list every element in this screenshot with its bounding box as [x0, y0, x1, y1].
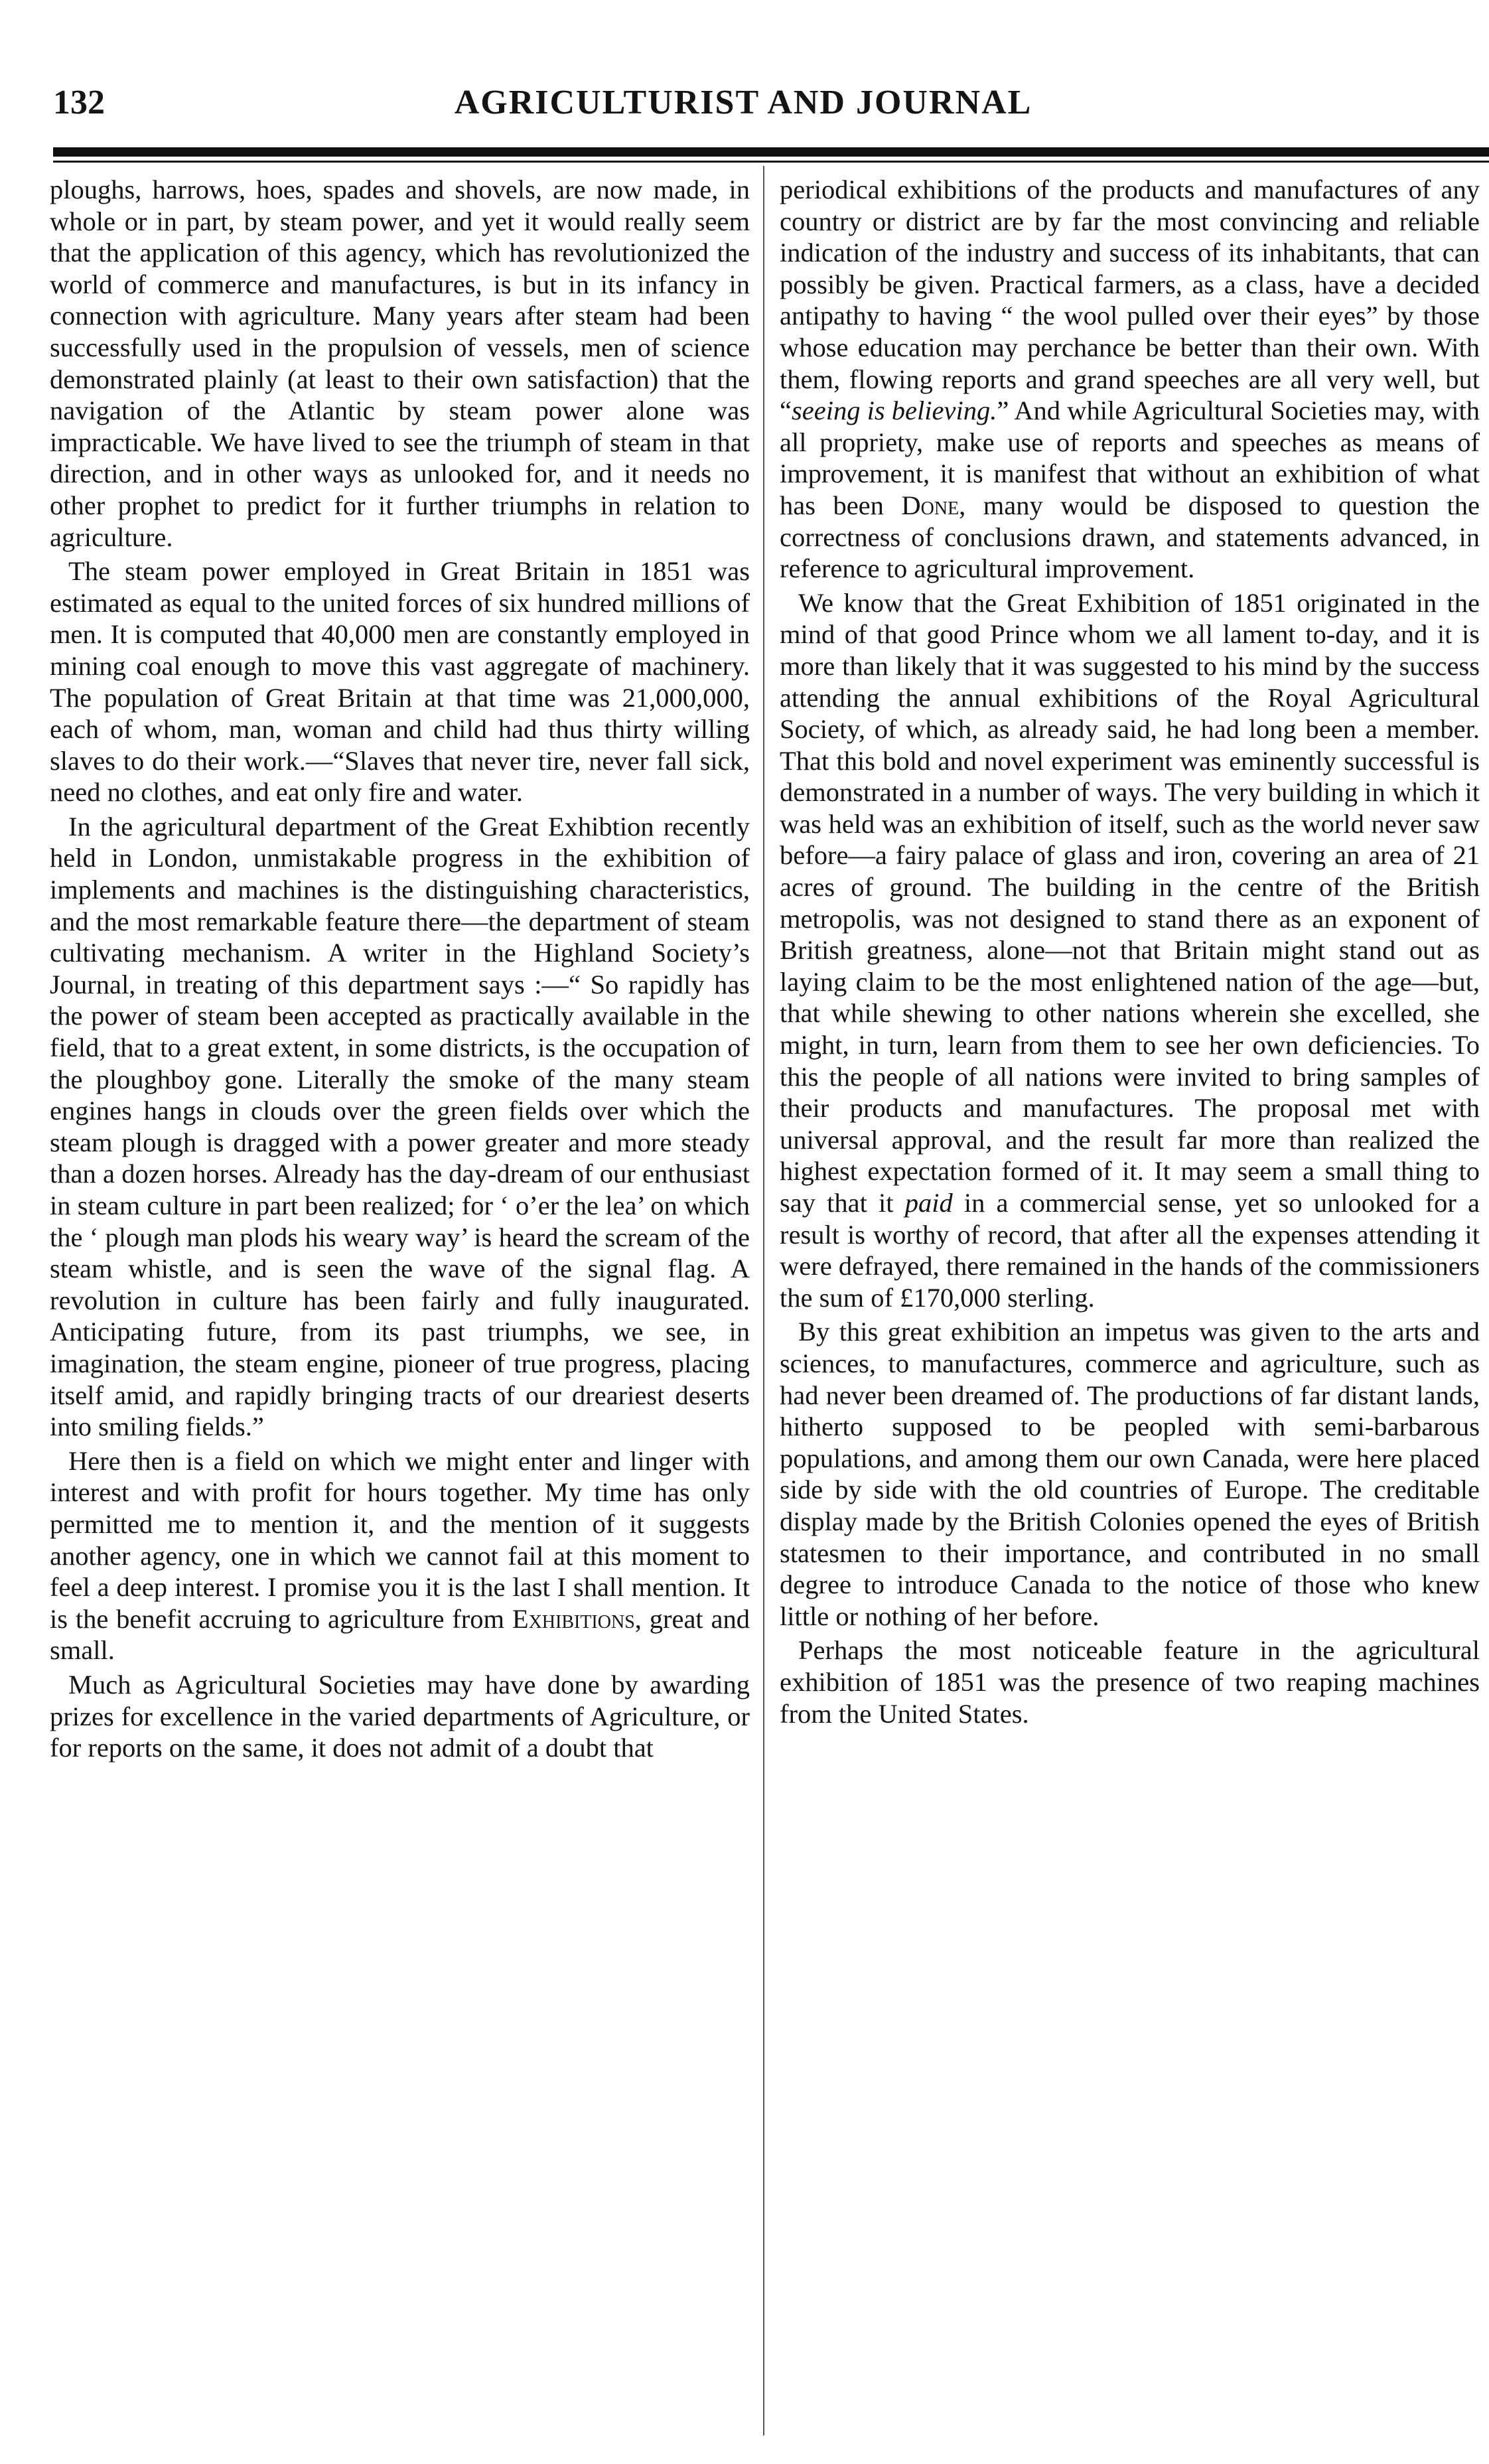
text-run: ” And while Agricultural Societies may, with all propriety, make use of reports and speeches as means of improvement, it is manifest that without an exhibition of what has been: [780, 396, 1480, 520]
text-run: , many would be disposed to question the correctness of conclusions drawn, and statements advanced, in reference to agricultural improvement.: [780, 490, 1480, 584]
paragraph: [780, 174, 1480, 585]
small-caps-text: Exhibitions: [512, 1603, 635, 1634]
right-column: [780, 174, 1480, 1732]
paragraph: Perhaps the most noticeable feature in the agricultural exhibition of 1851 was the presence of two reaping machines from the United States.: [780, 1635, 1480, 1729]
paragraph: In the agricultural department of the Great Exhibtion recently held in London, unmistakable progress in the exhibition of implements and machines is the distinguishing characteristics, and the most remarkable feature there—the department of steam cultivating mechanism. A writer in the Highland Society’s Journal, in treating of this department says :—“ So rapidly has the power of steam been accepted as practically available in the field, that to a great extent, in some districts, is the occupation of the ploughboy gone. Literally the smoke of the many steam engines hangs in clouds over the green fields over which the steam plough is dragged with a power greater and more steady than a dozen horses. Already has the day-dream of our enthusiast in steam culture in part been realized; for ‘ o’er the lea’ on which the ‘ plough man plods his weary way’ is heard the scream of the steam whistle, and is seen the wave of the signal flag. A revolution in culture has been fairly and fully inaugurated. Anticipating future, from its past triumphs, we see, in imagination, the steam engine, pioneer of true progress, placing itself amid, and rapidly bringing tracts of our dreariest deserts into smiling fields.”: [50, 811, 750, 1442]
page-number: 132: [53, 84, 105, 121]
header-rule-thin: [53, 161, 1489, 163]
running-title: AGRICULTURIST AND JOURNAL: [454, 84, 1032, 121]
page-header: [27, 63, 1460, 136]
italic-text: seeing is believing.: [791, 396, 997, 426]
paragraph: The steam power employed in Great Britain in 1851 was estimated as equal to the united forces of six hundred millions of men. It is computed that 40,000 men are constantly employed in mining coal enough to move this vast aggregate of machinery. The population of Great Britain at that time was 21,000,000, each of whom, man, woman and child had thus thirty willing slaves to do their work.—“Slaves that never tire, never fall sick, need no clothes, and eat only fire and water.: [50, 556, 750, 808]
paragraph: Much as Agricultural Societies may have done by awarding prizes for excellence in the varied departments of Agriculture, or for reports on the same, it does not admit of a doubt that: [50, 1669, 750, 1763]
paragraph: By this great exhibition an impetus was given to the arts and sciences, to manufactures, commerce and agriculture, such as had never been dreamed of. The productions of far distant lands, hitherto supposed to be peopled with semi-barbarous populations, and among them our own Canada, were here placed side by side with the old countries of Europe. The creditable display made by the British Colonies opened the eyes of British statesmen to their importance, and contributed in no small degree to introduce Canada to the notice of those who knew little or nothing of her before.: [780, 1317, 1480, 1631]
header-rule-thick: [53, 147, 1489, 157]
paragraph: [780, 587, 1480, 1314]
left-column: [50, 174, 750, 1767]
paragraph: [50, 1445, 750, 1666]
paragraph: ploughs, harrows, hoes, spades and shovels, are now made, in whole or in part, by steam power, and yet it would really seem that the application of this agency, which has revolutionized the world of commerce and manufactures, is but in its infancy in connection with agriculture. Many years after steam had been successfully used in the propulsion of vessels, men of science demonstrated plainly (at least to their own satisfaction) that the navigation of the Atlantic by steam power alone was impracticable. We have lived to see the triumph of steam in that direction, and in other ways as unlooked for, and it needs no other prophet to predict for it further triumphs in relation to agriculture.: [50, 175, 750, 552]
text-run: Here then is a field on which we might enter and linger with interest and with profit for hours together. My time has only permitted me to mention it, and the mention of it suggests another agency, one in which we cannot fail at this moment to feel a deep interest. I promise you it is the last I shall mention. It is the benefit accruing to agriculture from: [50, 1445, 750, 1634]
column-divider: [763, 166, 764, 2435]
text-run: , great and small.: [50, 1603, 750, 1666]
small-caps-text: Done: [901, 490, 959, 520]
text-run: in a commercial sense, yet so unlooked for a result is worthy of record, that after all the expenses attending it were defrayed, there remained in the hands of the commissioners the sum of £170,000 sterling.: [780, 1188, 1480, 1313]
italic-text: paid: [904, 1188, 953, 1218]
text-run: periodical exhibitions of the products and manufactures of any country or district are by far the most convincing and reliable indication of the industry and success of its inhabitants, that can possibly be given. Practical farmers, as a class, have a decided antipathy to having “ the wool pulled over their eyes” by those whose education may perchance be better than their own. With them, flowing reports and grand speeches are all very well, but “: [780, 175, 1480, 426]
text-run: We know that the Great Exhibition of 1851 originated in the mind of that good Prince whom we all lament to-day, and it is more than likely that it was suggested to his mind by the success attending the annual exhibitions of the Royal Agricultural Society, of which, as already said, he had long been a member. That this bold and novel experiment was eminently successful is demonstrated in a number of ways. The very building in which it was held was an exhibition of itself, such as the world never saw before—a fairy palace of glass and iron, covering an area of 21 acres of ground. The building in the centre of the British metropolis, was not designed to stand there as an exponent of British greatness, alone—not that Britain might stand out as laying claim to be the most enlightened nation of the age—but, that while shewing to other nations wherein she excelled, she might, in turn, learn from them to see her own deficiencies. To this the people of all nations were invited to bring samples of their products and manufactures. The proposal met with universal approval, and the result far more than realized the highest expectation formed of it. It may seem a small thing to say that it: [780, 587, 1480, 1218]
